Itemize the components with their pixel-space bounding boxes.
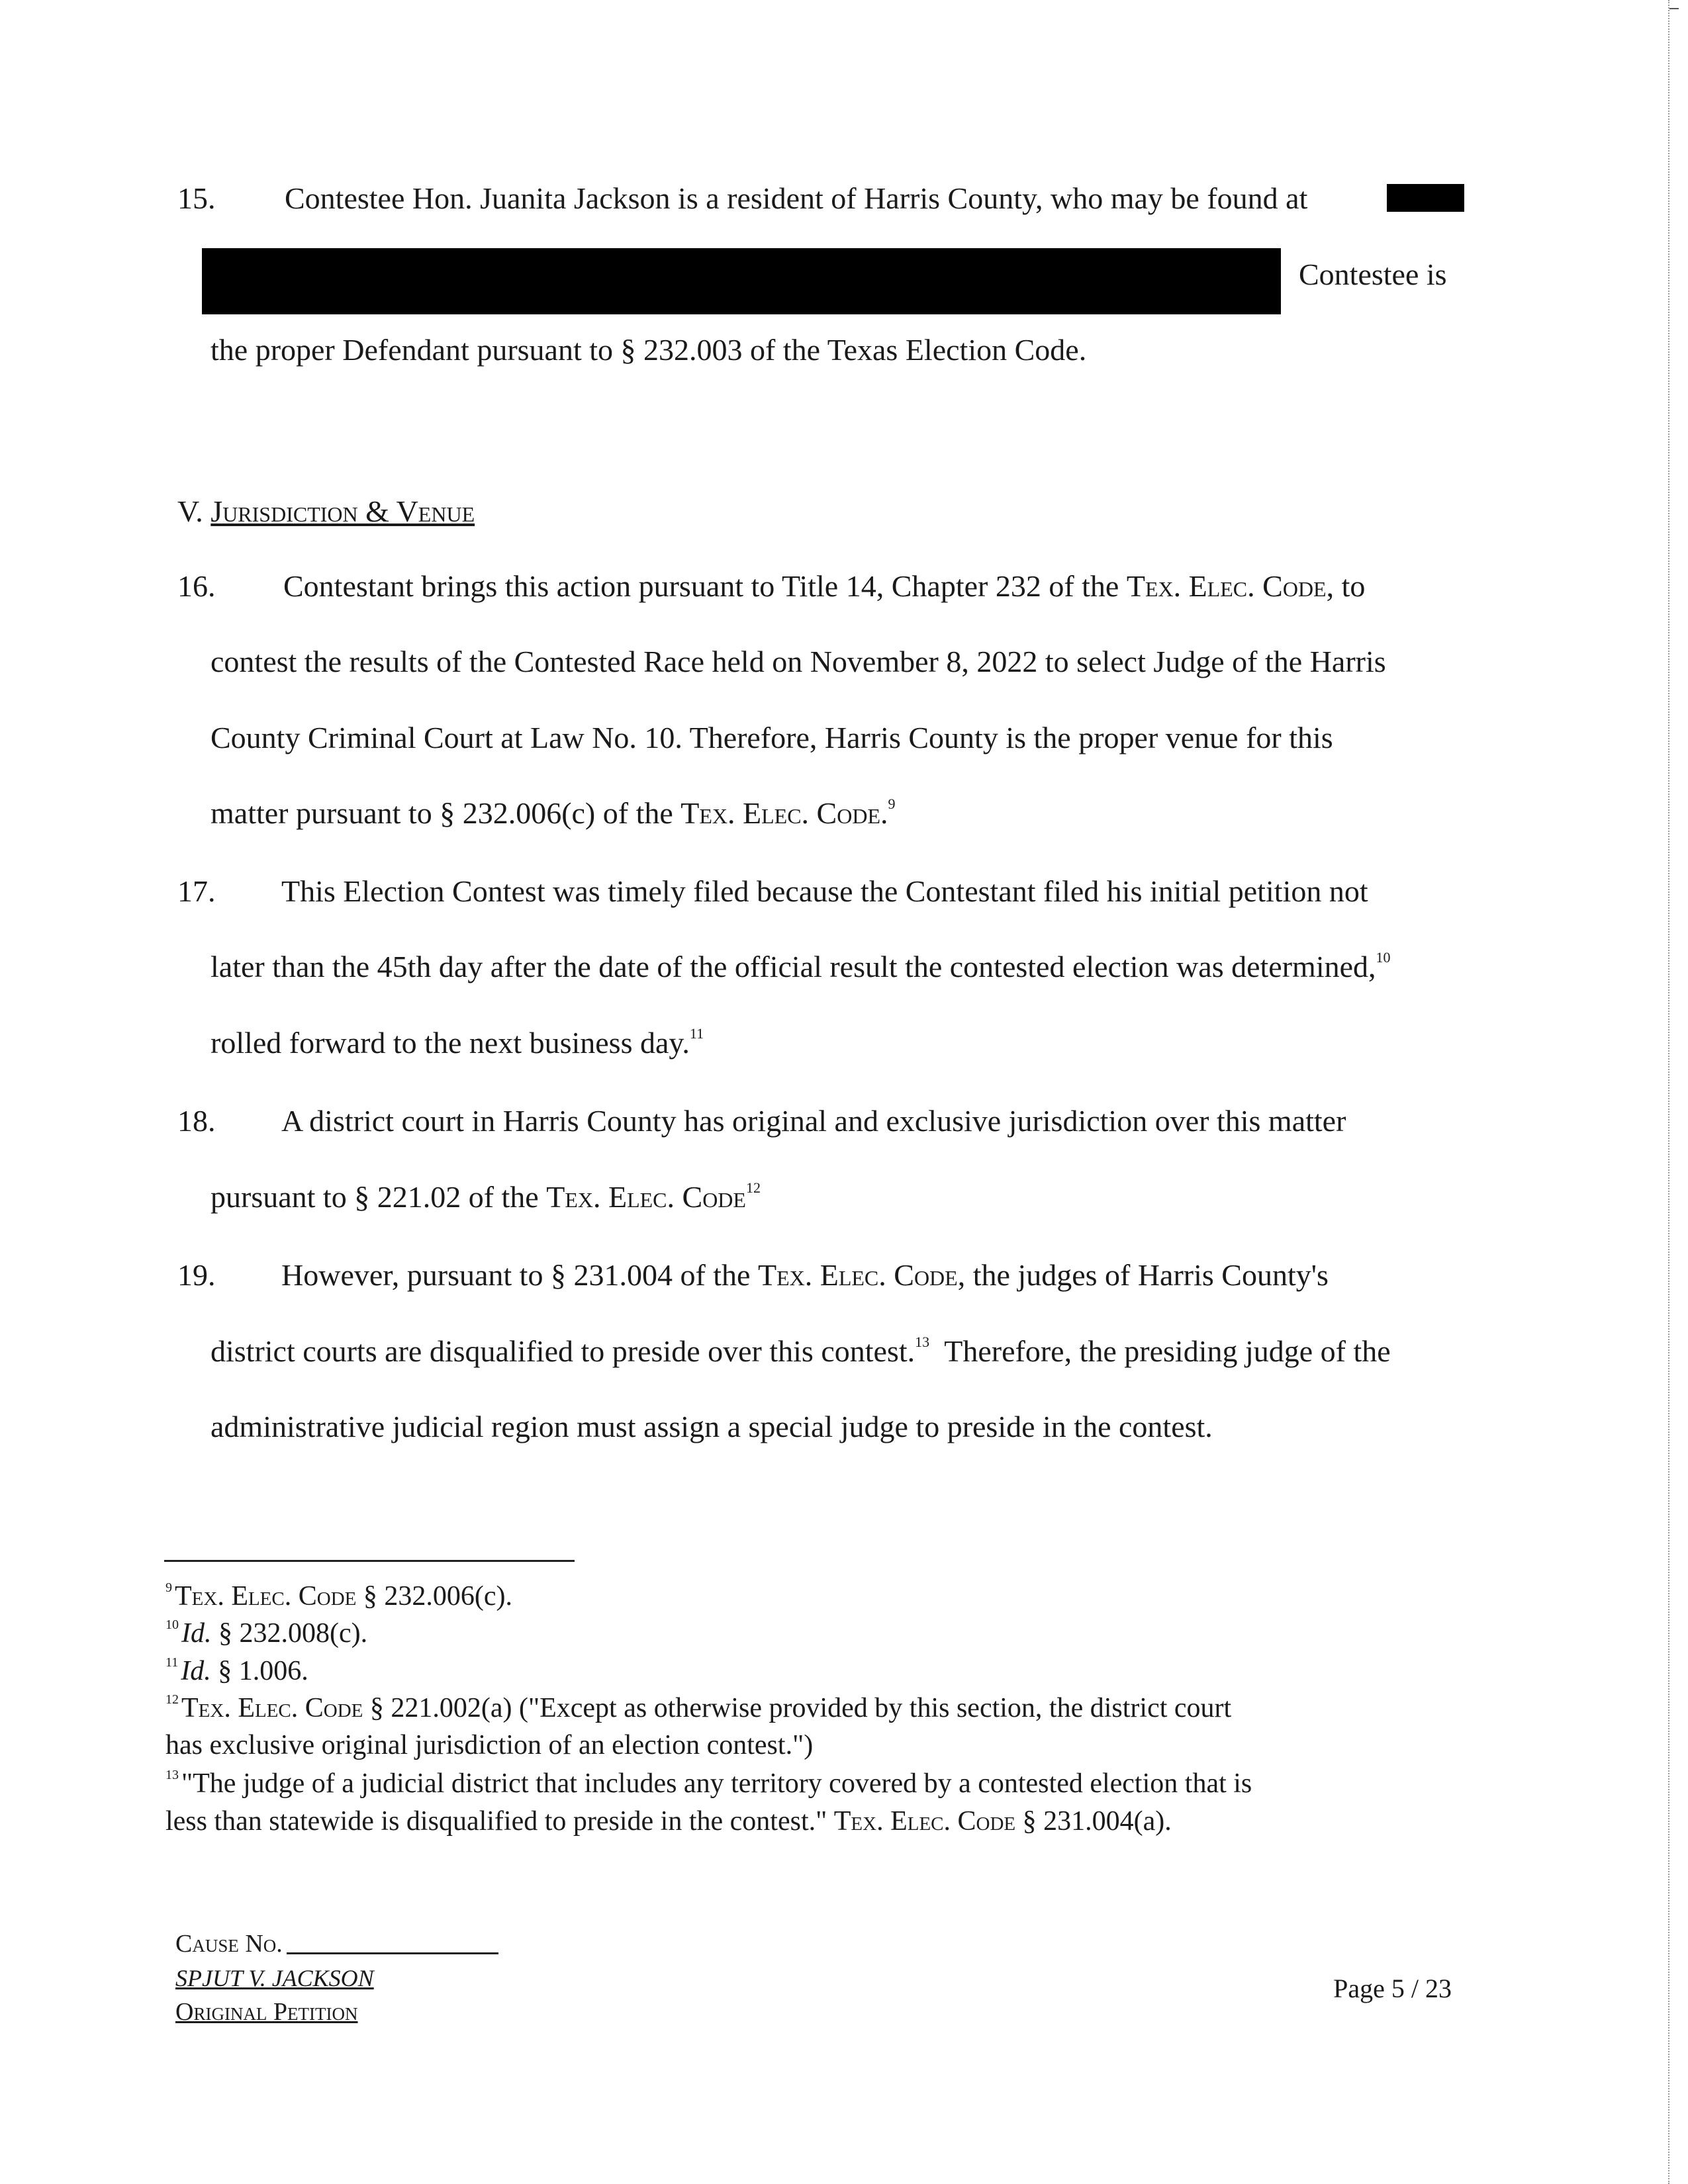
p16-line-2: contest the results of the Contested Race held on November 8, 2022 to select Judge of the Harris (211, 645, 1386, 678)
footnote-13: $^{13}$"The judge of a judicial district that includes any territory covered by a contested election that is (165, 1768, 1252, 1799)
footnote-9: $^9$Tex. Elec. Code § 232.006(c). (165, 1580, 512, 1612)
footnote-ref: 10 (1376, 949, 1391, 966)
p18-line-1: A district court in Harris County has original and exclusive jurisdiction over this matter (281, 1104, 1346, 1138)
case-caption: SPJUT V. JACKSON (175, 1965, 374, 1991)
p16-line-4: matter pursuant to § 232.006(c) of the Tex. Elec. Code.$^9$ (211, 796, 896, 830)
footnote-ref: 11 (689, 1025, 704, 1042)
document-title: Original Petition (175, 1998, 358, 2026)
p19-line-1: However, pursuant to § 231.004 of the Tex. Elec. Code, the judges of Harris County's (281, 1258, 1329, 1292)
p15-line-1: Contestee Hon. Juanita Jackson is a resident of Harris County, who may be found at (285, 181, 1308, 215)
footnote-12: $^{12}$Tex. Elec. Code § 221.002(a) ("Except as otherwise provided by this section, the district court (165, 1692, 1232, 1723)
page-number: Page 5 / 23 (1333, 1974, 1452, 2003)
scan-edge (1668, 0, 1669, 2184)
redaction-box (202, 248, 1281, 314)
footnote-13-cont: less than statewide is disqualified to preside in the contest." Tex. Elec. Code § 231.004(a). (165, 1806, 1172, 1837)
scan-edge-tick (1669, 8, 1679, 9)
section-numeral: V. (177, 494, 203, 528)
p19-line-2: district courts are disqualified to preside over this contest.$^{13}$ Therefore, the presiding judge of the (211, 1334, 1391, 1368)
footnote-ref: 13 (915, 1334, 930, 1350)
cause-number-blank (287, 1933, 498, 1954)
paragraph-number-19: 19. (177, 1258, 216, 1292)
cause-number: Cause No. (175, 1931, 498, 1956)
footnote-separator (164, 1560, 575, 1562)
p15-line-3: the proper Defendant pursuant to § 232.003 of the Texas Election Code. (211, 333, 1087, 367)
redaction-box (1387, 184, 1464, 212)
paragraph-number-16: 16. (177, 569, 216, 603)
paragraph-number-15: 15. (177, 181, 216, 215)
footnote-ref: 9 (888, 796, 896, 812)
p17-line-2: later than the 45th day after the date of the official result the contested election was determined,$^{10}$ (211, 949, 1391, 983)
p16-line-3: County Criminal Court at Law No. 10. Therefore, Harris County is the proper venue for this (211, 721, 1333, 754)
p19-line-3: administrative judicial region must assign a special judge to preside in the contest. (211, 1410, 1213, 1443)
footnote-10: $^{10}$Id. § 232.008(c). (165, 1617, 368, 1649)
footnote-12-cont: has exclusive original jurisdiction of an election contest.") (165, 1730, 814, 1760)
p18-line-2: pursuant to § 221.02 of the Tex. Elec. Code$^{12}$ (211, 1179, 761, 1214)
section-heading (177, 496, 475, 527)
footnote-ref: 12 (745, 1179, 761, 1196)
p17-line-3: rolled forward to the next business day.$^{11}$ (211, 1025, 704, 1060)
paragraph-number-18: 18. (177, 1104, 216, 1138)
p15-line-2-end: Contestee is (1299, 257, 1447, 291)
p17-line-1: This Election Contest was timely filed because the Contestant filed his initial petition not (281, 874, 1368, 908)
section-title: Jurisdiction & Venue (211, 494, 475, 528)
paragraph-number-17: 17. (177, 874, 216, 908)
footnote-11: $^{11}$Id. § 1.006. (165, 1655, 308, 1686)
p16-line-1: Contestant brings this action pursuant to Title 14, Chapter 232 of the Tex. Elec. Code, to (283, 569, 1366, 603)
